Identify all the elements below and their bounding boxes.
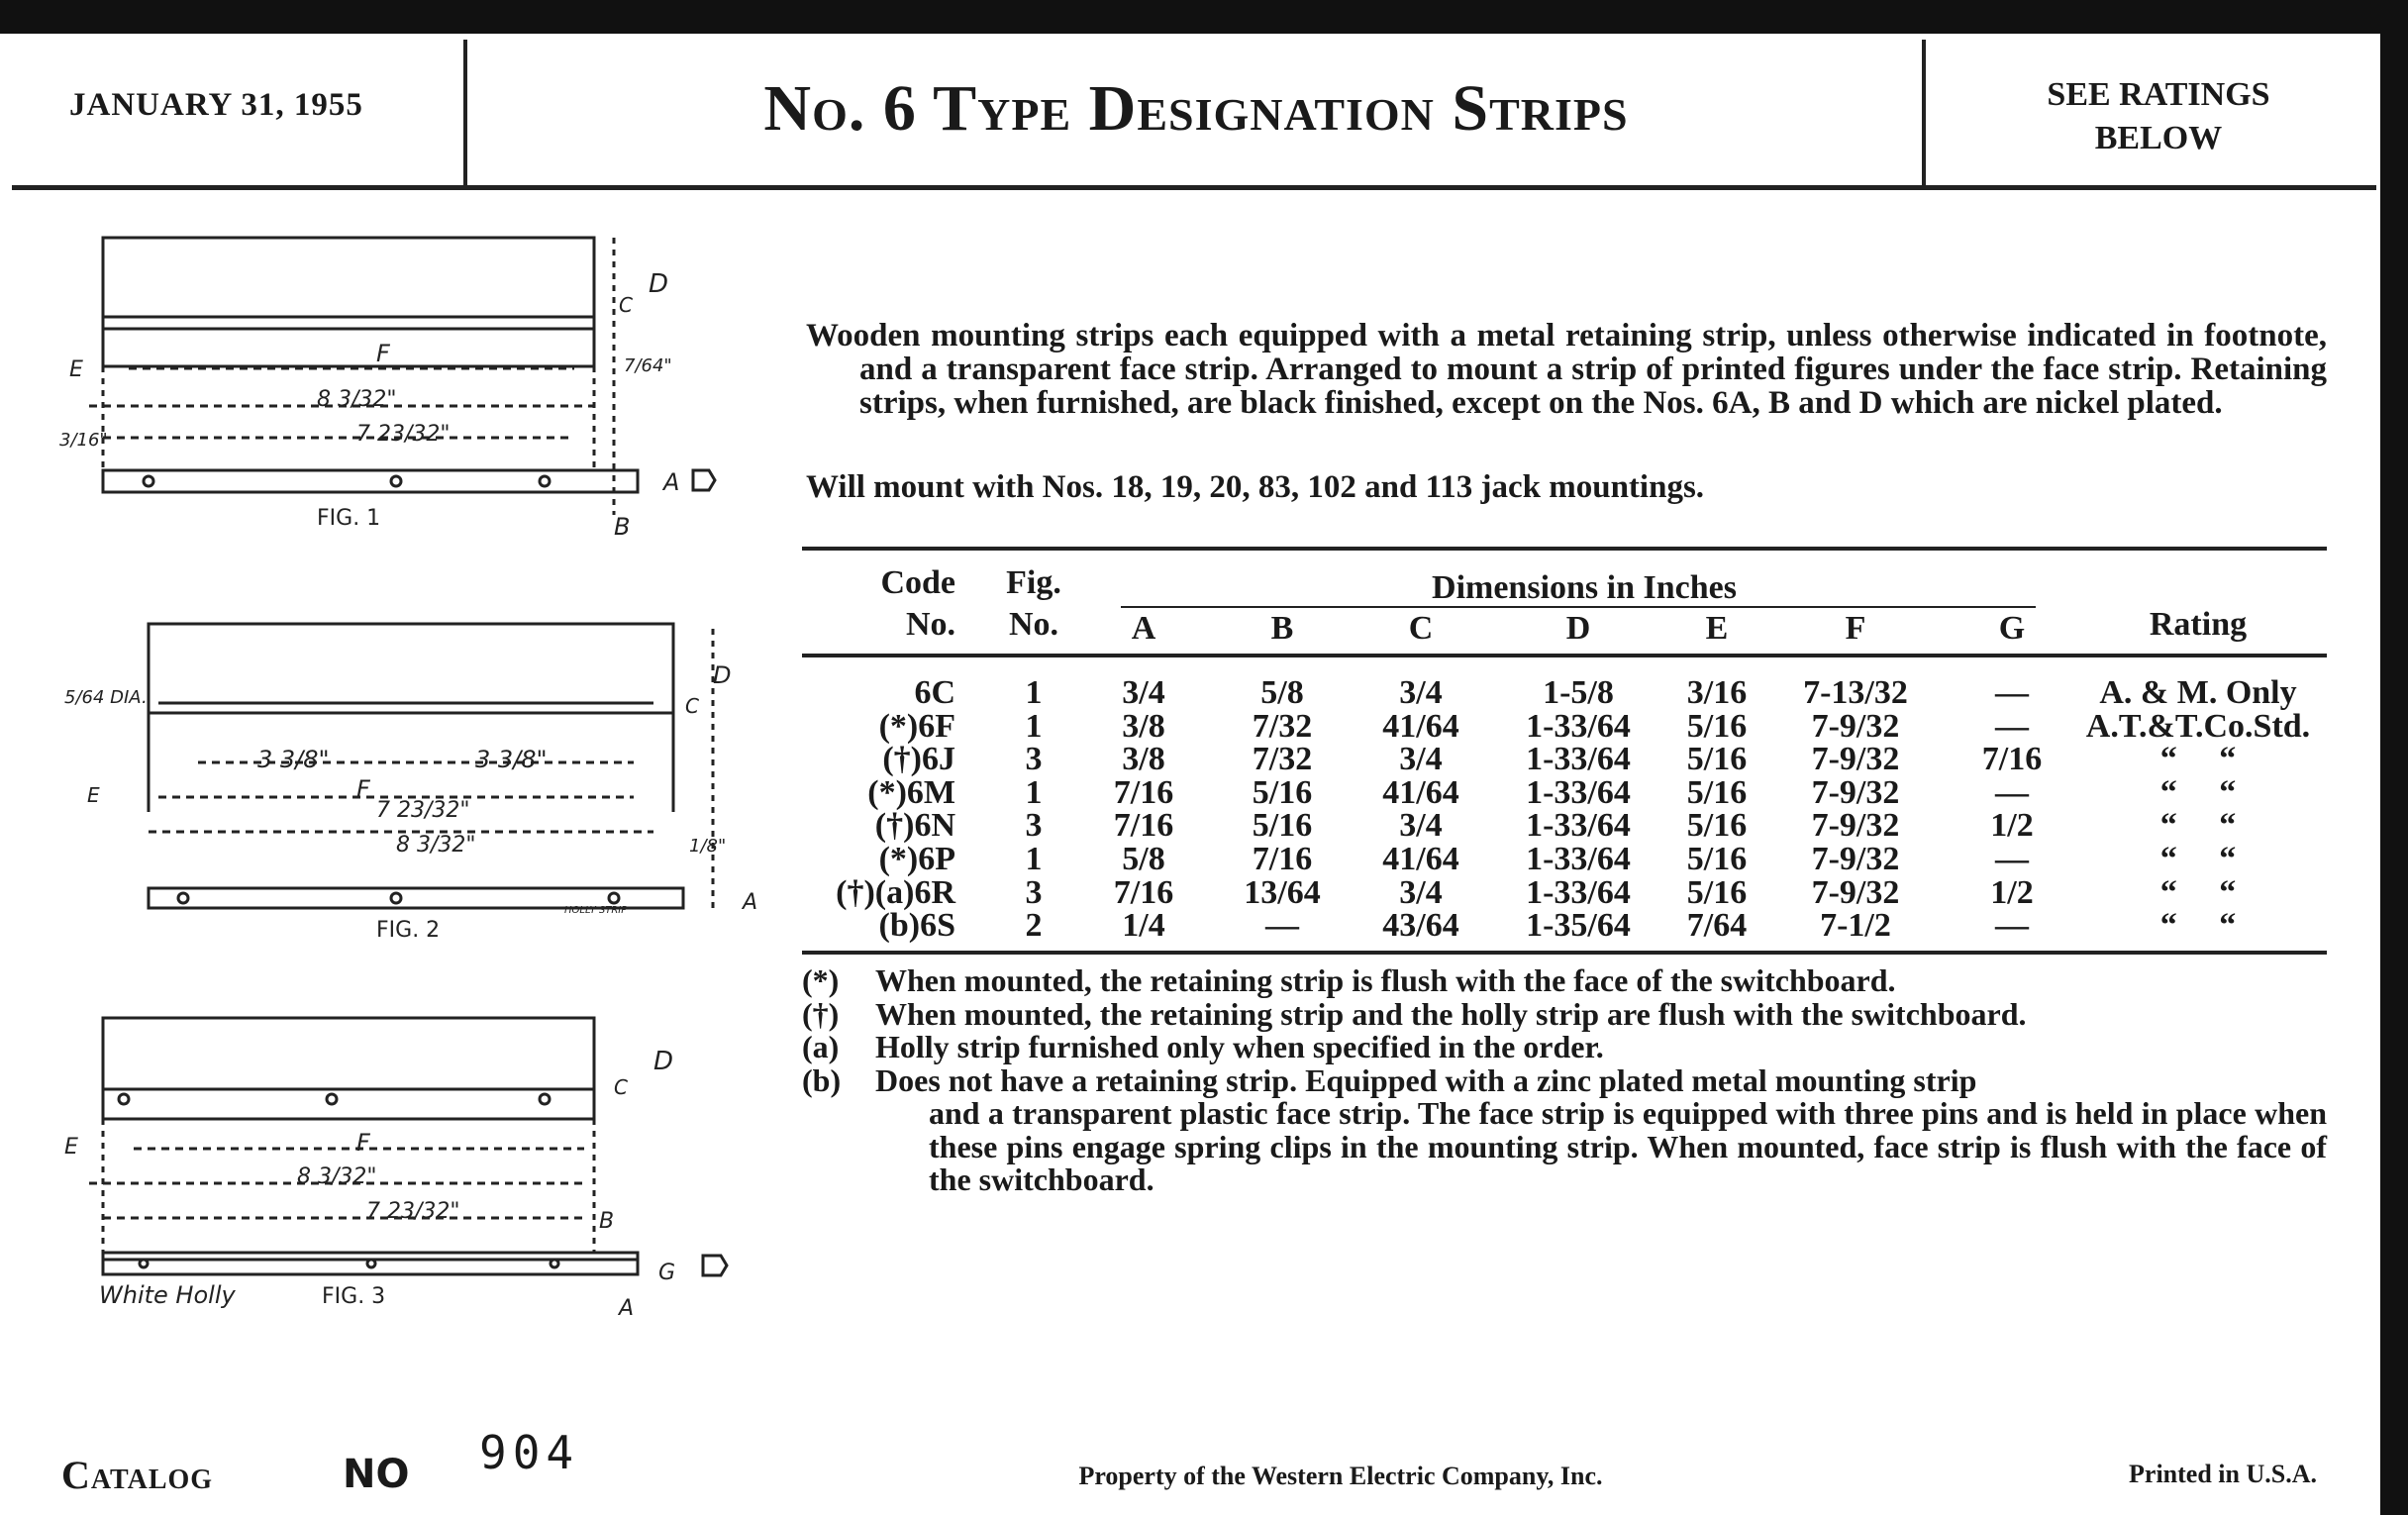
- cell-c: 3/4: [1399, 807, 1443, 845]
- fig3-white-holly: White Holly: [99, 1281, 236, 1309]
- fig3-dim-G: G: [658, 1261, 676, 1285]
- fig1-dim-inner: 7 23/32": [356, 422, 451, 447]
- cell-a: 7/16: [1113, 873, 1174, 911]
- fig3-dim-inner: 7 23/32": [366, 1199, 460, 1224]
- cell-d: 1-33/64: [1526, 773, 1631, 811]
- cell-c: 3/4: [1399, 674, 1443, 711]
- fig1-dim-A: A: [663, 468, 680, 496]
- footnote-mark: (*): [802, 962, 840, 998]
- fig1-drawing: [89, 238, 715, 515]
- fig3-dim-E: E: [64, 1135, 78, 1160]
- header-dim-A: A: [1131, 610, 1156, 647]
- fig3-dim-total: 8 3/32": [297, 1164, 377, 1189]
- fig3-dim-F: F: [356, 1129, 370, 1157]
- cell-a: 5/8: [1122, 841, 1165, 877]
- fig3-drawing: [89, 1018, 727, 1275]
- cell-d: 1-33/64: [1526, 807, 1631, 845]
- code-cell: (*)6P: [878, 841, 955, 877]
- header-fig-no: No.: [1008, 606, 1059, 643]
- header-rule: [12, 185, 2376, 190]
- cell-b: 7/16: [1252, 841, 1313, 877]
- cell-fig: 1: [1025, 674, 1043, 711]
- fig3-dim-A: A: [619, 1296, 635, 1321]
- cell-b: 7/32: [1252, 741, 1313, 778]
- cell-rating: A.T.&T.Co.Std.: [2085, 707, 2311, 745]
- page-title: No. 6 Type Designation Strips: [763, 72, 1629, 145]
- cell-rating: “ “: [2159, 841, 2237, 877]
- footnote-text: Does not have a retaining strip. Equipped with a zinc plated metal mounting strip: [875, 1061, 1977, 1098]
- cell-b: 5/16: [1252, 773, 1313, 811]
- fig2-drawing: [149, 624, 713, 911]
- scan-border-right: [2380, 0, 2408, 1515]
- cell-a: 7/16: [1113, 807, 1174, 845]
- header-dimensions: Dimensions in Inches: [1432, 569, 1737, 606]
- cell-d: 1-35/64: [1526, 907, 1631, 945]
- header-fig: Fig.: [1006, 564, 1061, 601]
- fig2-dim-C: C: [685, 694, 699, 718]
- fig3-label: FIG. 3: [322, 1284, 386, 1309]
- table-top-rule: [802, 547, 2327, 551]
- mounting-note: Will mount with Nos. 18, 19, 20, 83, 102 and 113 jack mountings.: [806, 469, 1705, 505]
- fig2-label: FIG. 2: [376, 918, 441, 943]
- cell-c: 41/64: [1382, 707, 1459, 745]
- cell-d: 1-33/64: [1526, 841, 1631, 877]
- cell-d: 1-33/64: [1526, 873, 1631, 911]
- cell-f: 7-9/32: [1811, 773, 1900, 811]
- table-bottom-rule: [802, 951, 2327, 955]
- code-cell: (†)(a)6R: [836, 873, 955, 911]
- code-cell: 6C: [914, 674, 955, 711]
- footnote-mark: (b): [802, 1061, 842, 1098]
- fig1-frac-7-64: 7/64": [624, 355, 672, 376]
- cell-c: 43/64: [1382, 907, 1459, 945]
- cell-fig: 1: [1025, 773, 1043, 811]
- see-ratings-note: [1931, 73, 2386, 160]
- header-dim-G: G: [1998, 610, 2026, 647]
- fig2-dim-total: 8 3/32": [396, 833, 476, 858]
- footnote: [802, 1031, 2327, 1064]
- footnote-text: Holly strip furnished only when specified in the order.: [875, 1029, 1604, 1064]
- code-cell: (*)6F: [878, 707, 955, 745]
- cell-e: 5/16: [1686, 741, 1748, 778]
- cell-a: 3/8: [1122, 707, 1165, 745]
- see-ratings-line2: BELOW: [2094, 120, 2223, 156]
- cell-f: 7-9/32: [1811, 807, 1900, 845]
- fig1-label: FIG. 1: [317, 506, 381, 531]
- cell-e: 5/16: [1686, 707, 1748, 745]
- footer-no: NO: [343, 1452, 410, 1497]
- fig2-dim-D: D: [713, 661, 732, 689]
- footnote: [802, 964, 2327, 998]
- cell-f: 7-9/32: [1811, 707, 1900, 745]
- cell-g: —: [1995, 773, 2029, 811]
- cell-f: 7-9/32: [1811, 873, 1900, 911]
- fig2-dia: 5/64 DIA.: [64, 687, 148, 708]
- fig1-dim-C: C: [619, 293, 633, 317]
- fig2-dim-left: 3 3/8": [257, 746, 330, 773]
- code-cell: (†)6J: [882, 741, 955, 778]
- fig2-dim-F: F: [356, 775, 370, 803]
- fig3-dim-D: D: [653, 1047, 674, 1076]
- table-header-rule: [802, 654, 2327, 657]
- header-dim-D: D: [1565, 610, 1591, 647]
- cell-b: 5/16: [1252, 807, 1313, 845]
- cell-rating: A. & M. Only: [2099, 674, 2297, 711]
- header-dim-E: E: [1705, 610, 1729, 647]
- cell-a: 7/16: [1113, 773, 1174, 811]
- cell-fig: 1: [1025, 707, 1043, 745]
- cell-rating: “ “: [2159, 773, 2237, 811]
- fig1-dim-E: E: [69, 357, 83, 382]
- cell-f: 7-9/32: [1811, 841, 1900, 877]
- cell-f: 7-9/32: [1811, 741, 1900, 778]
- header-divider: [1922, 40, 1926, 188]
- cell-a: 3/8: [1122, 741, 1165, 778]
- cell-b: 5/8: [1260, 674, 1304, 711]
- cell-a: 1/4: [1122, 907, 1165, 945]
- cell-g: —: [1995, 674, 2029, 711]
- fig2-dim-A: A: [743, 890, 758, 915]
- fig1-dim-total: 8 3/32": [317, 387, 397, 412]
- dims-group-rule: [1121, 606, 2036, 608]
- cell-d: 1-33/64: [1526, 741, 1631, 778]
- figure-drawings: [59, 218, 772, 1337]
- footnote-text: When mounted, the retaining strip and the holly strip are flush with the switchboard.: [875, 995, 2027, 1032]
- header-dim-C: C: [1408, 610, 1434, 647]
- cell-g: —: [1995, 707, 2029, 745]
- cell-a: 3/4: [1122, 674, 1165, 711]
- fig2-dim-inner: 7 23/32": [376, 798, 470, 823]
- header-code: Code: [880, 564, 955, 601]
- cell-e: 5/16: [1686, 807, 1748, 845]
- cell-e: 7/64: [1686, 907, 1748, 945]
- header-divider: [463, 40, 467, 188]
- cell-fig: 3: [1025, 807, 1043, 845]
- cell-fig: 3: [1025, 873, 1043, 911]
- fig3-dim-C: C: [614, 1075, 628, 1099]
- footnotes: [802, 964, 2327, 1197]
- see-ratings-line1: SEE RATINGS: [2047, 76, 2270, 113]
- footnote: [802, 995, 2327, 1032]
- cell-rating: “ “: [2159, 807, 2237, 845]
- cell-e: 5/16: [1686, 873, 1748, 911]
- fig1-dim-D: D: [649, 269, 669, 299]
- cell-c: 41/64: [1382, 773, 1459, 811]
- code-cell: (*)6M: [867, 773, 955, 811]
- fig2-frac-1-8: 1/8": [689, 836, 727, 857]
- footnote: [802, 1061, 2327, 1098]
- footnote-mark: (†): [802, 995, 840, 1032]
- header-dim-B: B: [1270, 610, 1294, 647]
- cell-e: 5/16: [1686, 841, 1748, 877]
- footer-property: Property of the Western Electric Company, Inc.: [1078, 1462, 1603, 1490]
- cell-b: 7/32: [1252, 707, 1313, 745]
- footer-printed: Printed in U.S.A.: [2129, 1460, 2317, 1488]
- cell-g: —: [1995, 907, 2029, 945]
- cell-rating: “ “: [2159, 907, 2237, 945]
- cell-b: —: [1265, 907, 1299, 945]
- footnote-text: When mounted, the retaining strip is flush with the face of the switchboard.: [875, 962, 1896, 998]
- cell-rating: “ “: [2159, 873, 2237, 911]
- footnote-mark: (a): [802, 1029, 840, 1064]
- cell-g: 1/2: [1990, 807, 2034, 845]
- cell-rating: “ “: [2159, 741, 2237, 778]
- fig1-frac-3-16: 3/16": [59, 430, 108, 451]
- cell-fig: 1: [1025, 841, 1043, 877]
- cell-d: 1-5/8: [1543, 674, 1614, 711]
- cell-e: 3/16: [1686, 674, 1748, 711]
- cell-b: 13/64: [1244, 873, 1321, 911]
- code-cell: (b)6S: [878, 907, 955, 945]
- footer-catalog: Catalog: [61, 1453, 214, 1497]
- header-code-no: No.: [905, 606, 955, 643]
- fig2-dim-E: E: [87, 783, 100, 807]
- cell-c: 41/64: [1382, 841, 1459, 877]
- description-paragraph: Wooden mounting strips each equipped with a metal retaining strip, unless otherwise indicated in footnote, and a transparent face strip. Arranged to mount a strip of printed figures under the face strip. Retaining strips, when furnished, are black finished, except on the Nos. 6A, B and D which are nickel plated.: [806, 318, 2327, 421]
- fig3-dim-B: B: [599, 1209, 615, 1234]
- cell-fig: 2: [1025, 907, 1043, 945]
- code-cell: (†)6N: [874, 807, 955, 845]
- cell-c: 3/4: [1399, 741, 1443, 778]
- catalog-date: JANUARY 31, 1955: [69, 87, 363, 123]
- header-rating: Rating: [2149, 606, 2248, 643]
- footnote-continuation: and a transparent plastic face strip. The face strip is equipped with three pins and is held in place when these pins engage spring clips in the mounting strip. When mounted, face strip is flush with the face of the switchboard.: [929, 1095, 2327, 1197]
- cell-g: —: [1995, 841, 2029, 877]
- cell-c: 3/4: [1399, 873, 1443, 911]
- footer-catalog-number: 904: [479, 1426, 580, 1479]
- cell-fig: 3: [1025, 741, 1043, 778]
- cell-f: 7-13/32: [1803, 674, 1908, 711]
- fig1-dim-F: F: [376, 340, 390, 367]
- fig2-holly-strip: HOLLY STRIP: [564, 905, 628, 916]
- scan-border-top: [0, 0, 2408, 34]
- cell-g: 1/2: [1990, 873, 2034, 911]
- cell-f: 7-1/2: [1820, 907, 1891, 945]
- cell-d: 1-33/64: [1526, 707, 1631, 745]
- fig2-dim-right: 3 3/8": [475, 746, 548, 773]
- fig1-dim-B: B: [614, 513, 631, 541]
- header-dim-F: F: [1845, 610, 1866, 647]
- cell-g: 7/16: [1981, 741, 2043, 778]
- cell-e: 5/16: [1686, 773, 1748, 811]
